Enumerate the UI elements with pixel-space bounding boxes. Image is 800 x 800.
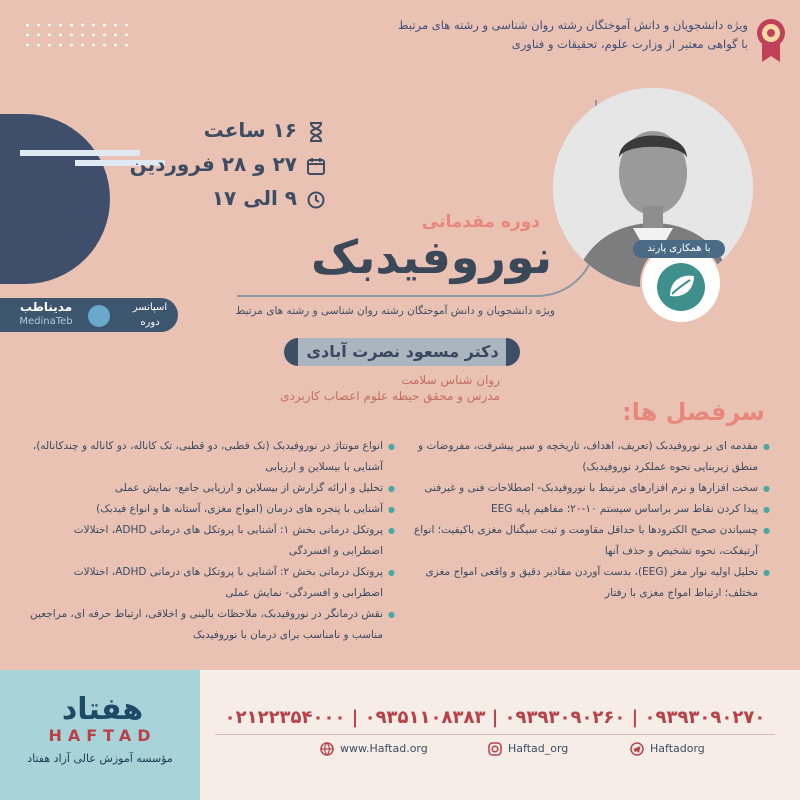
logo-fa: هفتاد <box>61 692 144 727</box>
list-item: ● مقدمه ای بر نوروفیدبک (تعریف، اهداف، تاریخچه و سیر پیشرفت، مفروضات و منطق زیربنایی نحوه عملکرد نوروفیدبک) <box>410 436 770 478</box>
list-item: ● پیدا کردن نقاط سر براساس سیستم ۱۰-۲۰؛ مفاهیم پایه EEG <box>410 499 770 520</box>
website-text: www.Haftad.org <box>340 742 428 755</box>
list-item: ● آشنایی با پنجره های درمان (امواج مغزی، آستانه ها و انواع فیدبک) <box>30 499 395 520</box>
instagram-icon <box>488 742 502 756</box>
decorative-cap <box>506 338 520 366</box>
teacher-name: دکتر مسعود نصرت آبادی <box>285 338 520 366</box>
globe-icon <box>320 742 334 756</box>
sponsor-label-bottom: دوره <box>140 317 160 328</box>
footer-divider <box>215 734 775 735</box>
partner-label: با همکاری پارند <box>633 240 725 258</box>
decorative-dots <box>22 20 132 50</box>
list-item: ● انواع مونتاژ در نوروفیدبک (تک قطبی، دو قطبی، تک کاناله، دو کاناله و چندکاناله)، آشنایی با بیسلاین و ارزیابی <box>30 436 395 478</box>
list-item: ● نقش درمانگر در نوروفیدبک، ملاحظات بالینی و اخلاقی، ارتباط حرفه ای، مراجعین مناسب و نامناسب برای درمان با نوروفیدبک <box>30 604 395 646</box>
syllabus-right-column <box>410 436 770 604</box>
list-item: ● سخت افزارها و نرم افزارهای مرتبط با نوروفیدبک- اصطلاحات فنی و غیرفنی <box>410 478 770 499</box>
teacher-roles <box>260 372 500 404</box>
course-title: نوروفیدبک <box>310 230 552 284</box>
sponsor-name-en: MedinaTeb <box>19 316 73 327</box>
institute-name: مؤسسه آموزش عالی آزاد هفتاد <box>27 752 173 765</box>
instagram-link[interactable] <box>488 742 568 756</box>
list-item: ● چسباندن صحیح الکترودها با حداقل مقاومت و ثبت سیگنال مغزی باکیفیت؛ انواع آرتیفکت، نحوه تشخیص و حذف آنها <box>410 520 770 562</box>
decorative-half-circle <box>0 114 110 284</box>
list-item: ● تحلیل و ارائه گزارش از بیسلاین و ارزیابی جامع- نمایش عملی <box>30 478 395 499</box>
list-item: ● پروتکل درمانی بخش ۱: آشنایی با پروتکل های درمانی ADHD، اختلالات اضطرابی و افسردگی <box>30 520 395 562</box>
telegram-icon <box>630 742 644 756</box>
logo-en: HAFTAD <box>48 726 157 745</box>
course-subtitle: دوره مقدماتی <box>421 212 540 232</box>
course-target: ویژه دانشجویان و دانش آموختگان رشته روان شناسی و رشته های مرتبط <box>235 305 555 317</box>
date-text: ۲۷ و ۲۸ فروردین <box>129 152 297 176</box>
sponsor-label-top: اسپانسر <box>132 302 168 313</box>
instagram-text: Haftad_org <box>508 742 569 755</box>
header-text <box>188 16 748 54</box>
header-line-2: با گواهی معتبر از وزارت علوم، تحقیقات و فناوری <box>511 37 748 51</box>
website-link[interactable] <box>320 742 428 756</box>
syllabus-left-column <box>30 436 395 646</box>
telegram-link[interactable] <box>630 742 705 756</box>
decorative-cap <box>284 338 298 366</box>
teacher-role-2: مدرس و محقق حیطه علوم اعصاب کاربردی <box>280 389 500 403</box>
list-item: ● تحلیل اولیه نوار مغز (EEG)، بدست آوردن مقادیر دقیق و واقعی امواج مغزی مختلف؛ ارتباط امواج مغزی با رفتار <box>410 562 770 604</box>
sponsor-box <box>0 298 178 332</box>
award-badge-icon <box>756 18 786 62</box>
sponsor-name-fa: مدیناطب <box>19 300 73 314</box>
list-item: ● پروتکل درمانی بخش ۲: آشنایی با پروتکل های درمانی ADHD، اختلالات اضطرابی و افسردگی- نمایش عملی <box>30 562 395 604</box>
syllabus-title: سرفصل ها: <box>622 398 765 426</box>
sponsor-logo-icon <box>88 305 110 327</box>
teacher-role-1: روان شناس سلامت <box>401 373 500 387</box>
hours-text: ۱۶ ساعت <box>203 118 297 142</box>
header-line-1: ویژه دانشجویان و دانش آموختگان رشته روان شناسی و رشته های مرتبط <box>398 18 748 32</box>
time-text: ۹ الی ۱۷ <box>211 186 297 210</box>
decorative-bar <box>20 150 140 156</box>
telegram-text: Haftadorg <box>650 742 705 755</box>
sponsor-label <box>130 300 170 330</box>
phone-numbers[interactable]: ۰۲۱۲۲۳۵۴۰۰۰ | ۰۹۳۵۱۱۰۸۳۸۳ | ۰۹۳۹۳۰۹۰۲۶۰ | ۰۹۳۹۳۰۹۰۲۷۰ <box>224 707 766 728</box>
